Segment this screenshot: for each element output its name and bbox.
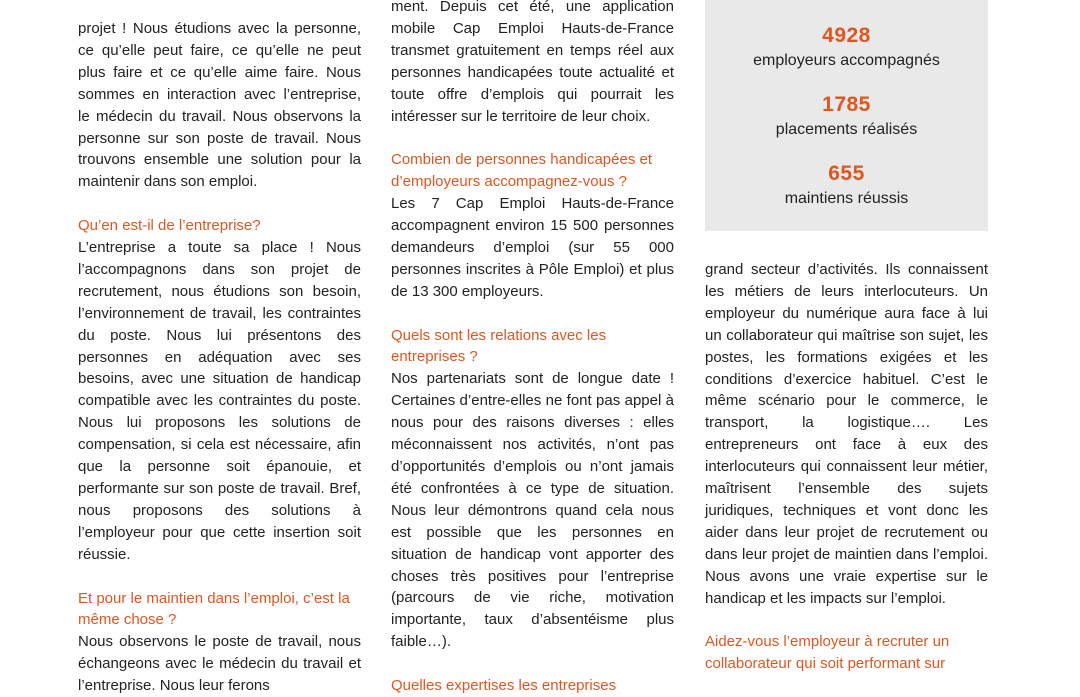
stats-box bbox=[705, 0, 988, 231]
stat-label: placements réalisés bbox=[775, 121, 918, 138]
body-paragraph: grand secteur d’activités. Ils connaissent les métiers de leurs interlocuteurs. Un employeur du numérique aura face à lui un collaborateur qui maîtrise son sujet, les postes, les formations exigées et les conditions d’exercice habituel. C’est le même scénario pour le commerce, le transport, la logistique…. Les entrepreneurs ont face à eux des interlocuteurs qui connaissent leur métier, maîtrisent l’ensemble des sujets juridiques, techniques et vont donc les aider dans leur projet de recrutement ou dans leur projet de maintien dans l’emploi. Nous avons une vraie expertise sur le handicap et les impacts sur l’emploi. bbox=[705, 261, 988, 607]
body-paragraph: projet ! Nous étudions avec la personne, ce qu’elle peut faire, ce qu’elle ne peut plus faire et ce qu’elle aime faire. Nous sommes en interaction avec l’entreprise, le médecin du travail. Nous observons la personne sur son poste de travail. Nous trouvons ensemble une solution pour la maintenir dans son emploi. bbox=[78, 20, 361, 191]
body-paragraph: Les 7 Cap Emploi Hauts-de-France accompagnent environ 15 500 personnes demandeurs d’emploi (sur 55 000 personnes inscrites à Pôle Emploi) et plus de 13 300 employeurs. bbox=[391, 195, 674, 300]
body-paragraph: L’entreprise a toute sa place ! Nous l’accompagnons dans son projet de recrutement, nous étudions son besoin, l’environnement de travail, les contraintes du poste. Nous lui présentons des personnes en adéquation avec ses besoins, avec une situation de handicap compatible avec les contraintes du poste. Nous lui proposons les solutions de compensation, si cela est nécessaire, afin que la personne soit épanouie, et performante sur son poste de travail. Bref, nous proposons des solutions à l’employeur pour que cette insertion soit réussie. bbox=[78, 239, 361, 563]
stat-number: 1785 bbox=[822, 93, 871, 116]
article-column-2 bbox=[391, 0, 674, 697]
question-heading: Qu’en est-il de l’entreprise? bbox=[78, 217, 261, 235]
stat-label: employeurs accompagnés bbox=[753, 52, 940, 69]
question-heading: Combien de personnes handicapées et d’employeurs accompagnez-vous ? bbox=[391, 151, 653, 191]
article-column-1 bbox=[78, 18, 361, 697]
question-heading: Quels sont les relations avec les entreprises ? bbox=[391, 326, 607, 366]
stat-number: 4928 bbox=[822, 24, 871, 47]
stat-label: maintiens réussis bbox=[784, 190, 909, 207]
question-heading: Aidez-vous l’employeur à recruter un collaborateur qui soit performant sur bbox=[705, 633, 950, 673]
article-column-3 bbox=[705, 259, 988, 675]
body-paragraph: ment. Depuis cet été, une application mobile Cap Emploi Hauts-de-France transmet gratuitement en temps réel aux personnes handicapées toute actualité et toute offre d’emplois qui pourrait les intéresser sur le territoire de leur choix. bbox=[391, 0, 674, 125]
stat-number: 655 bbox=[828, 162, 865, 185]
question-heading: Et pour le maintien dans l’emploi, c’est la même chose ? bbox=[78, 589, 350, 629]
body-paragraph: Nos partenariats sont de longue date ! Certaines d’entre-elles ne font pas appel à nous pour des raisons diverses : elles méconnaissent nos activités, n’ont pas d’opportunités d’emplois ou n’ont jamais été confrontées à ce type de situation. Nous leur démontrons quand cela nous est possible que les personnes en situation de handicap vont apporter des choses très positives pour l’entreprise (parcours de vie riche, motivation importante, taux d’absentéisme plus faible…). bbox=[391, 370, 674, 651]
question-heading: Quelles expertises les entreprises bbox=[391, 677, 617, 695]
body-paragraph: Nous observons le poste de travail, nous échangeons avec le médecin du travail et l’entreprise. Nous leur ferons bbox=[78, 633, 361, 695]
